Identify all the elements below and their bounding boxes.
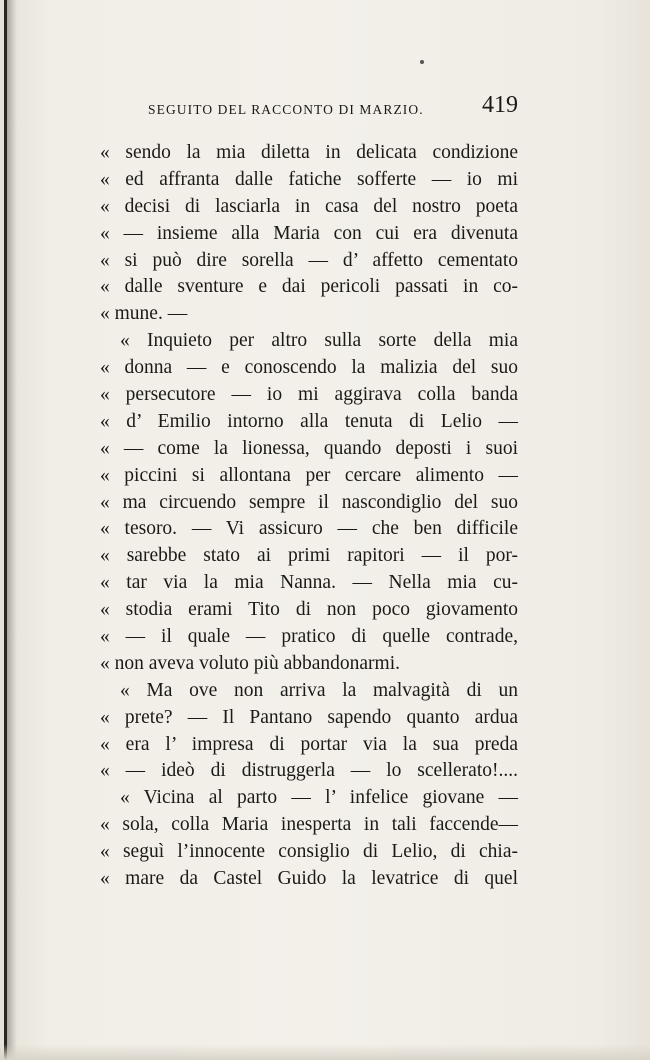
ink-speck bbox=[420, 60, 424, 64]
text-line: « dalle sventure e dai pericoli passati in co- bbox=[100, 276, 518, 298]
text-line: « piccini si allontana per cercare alimento — bbox=[100, 464, 518, 486]
text-line: « non aveva voluto più abbandonarmi. bbox=[100, 652, 401, 674]
text-line: « prete? — Il Pantano sapendo quanto ardua bbox=[100, 706, 518, 728]
text-line: « sarebbe stato ai primi rapitori — il por- bbox=[100, 545, 518, 567]
text-line: « sola, colla Maria inesperta in tali faccende— bbox=[100, 814, 518, 836]
text-line: « — come la lionessa, quando deposti i suoi bbox=[100, 437, 518, 459]
text-line: « seguì l’innocente consiglio di Lelio, di chia- bbox=[100, 841, 518, 863]
page-bottom-edge bbox=[0, 1044, 650, 1060]
text-line: « tar via la mia Nanna. — Nella mia cu- bbox=[100, 572, 518, 594]
page-header bbox=[148, 92, 518, 122]
text-line: « mare da Castel Guido la levatrice di quel bbox=[100, 868, 518, 890]
text-line: « mune. — bbox=[100, 303, 188, 325]
text-line: « — il quale — pratico di quelle contrade, bbox=[100, 626, 518, 648]
text-line: « donna — e conoscendo la malizia del suo bbox=[100, 357, 518, 379]
body-text bbox=[100, 140, 518, 893]
text-line: « sendo la mia diletta in delicata condizione bbox=[100, 142, 518, 163]
text-line: « — insieme alla Maria con cui era divenuta bbox=[100, 222, 518, 244]
running-title: SEGUITO DEL RACCONTO DI MARZIO. bbox=[148, 102, 424, 117]
text-line: « Inquieto per altro sulla sorte della mia bbox=[120, 330, 518, 352]
text-line: « Vicina al parto — l’ infelice giovane — bbox=[120, 787, 518, 809]
page-number: 419 bbox=[482, 92, 518, 118]
text-line: « tesoro. — Vi assicuro — che ben difficile bbox=[100, 518, 518, 540]
text-line: « ma circuendo sempre il nascondiglio del suo bbox=[100, 491, 518, 513]
text-line: « ed affranta dalle fatiche sofferte — io mi bbox=[100, 168, 518, 190]
text-line: « Ma ove non arriva la malvagità di un bbox=[120, 679, 518, 701]
text-line: « d’ Emilio intorno alla tenuta di Lelio — bbox=[100, 410, 518, 432]
text-line: « decisi di lasciarla in casa del nostro poeta bbox=[100, 195, 518, 217]
text-line: « stodia erami Tito di non poco giovamento bbox=[100, 599, 518, 621]
text-line: « si può dire sorella — d’ affetto cementato bbox=[100, 249, 518, 271]
text-line: « persecutore — io mi aggirava colla banda bbox=[100, 384, 518, 406]
text-line: « — ideò di distruggerla — lo scellerato!.... bbox=[100, 760, 518, 782]
text-line: « era l’ impresa di portar via la sua preda bbox=[100, 733, 518, 755]
spine-shadow bbox=[7, 0, 17, 1060]
